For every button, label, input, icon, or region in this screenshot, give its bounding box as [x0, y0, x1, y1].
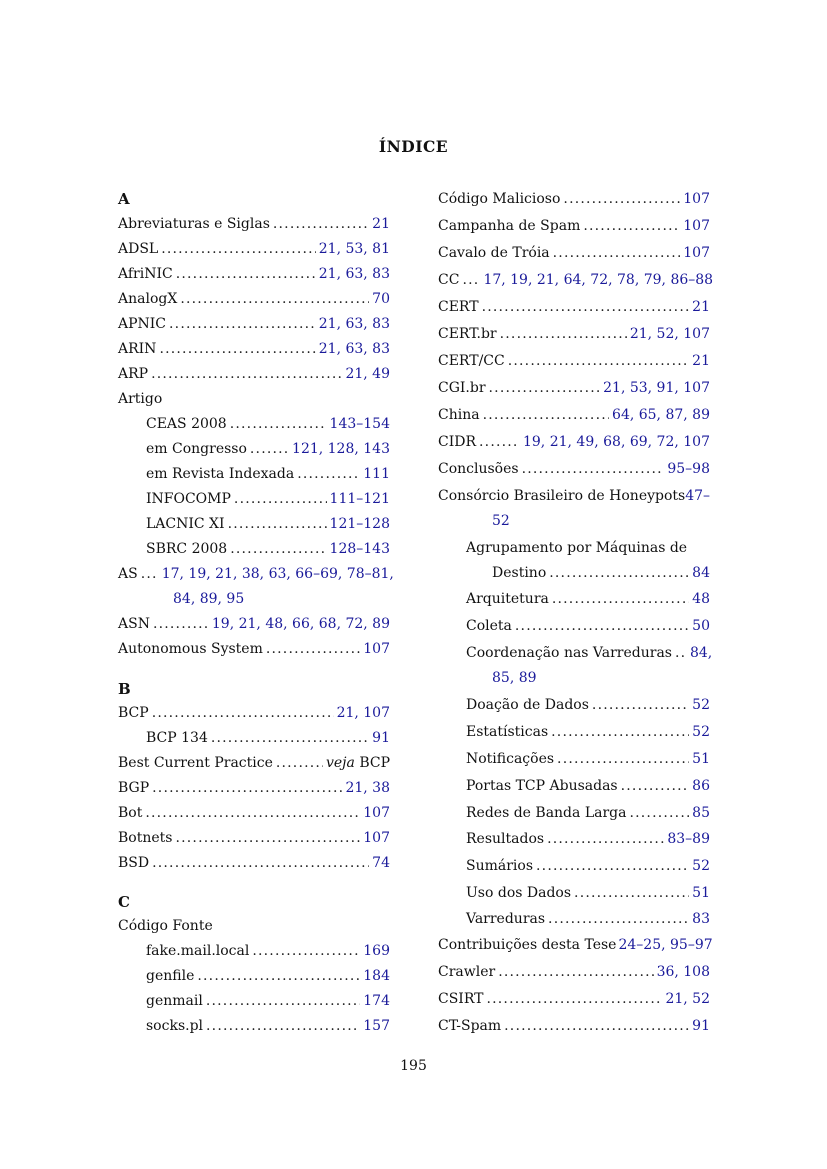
index-entry — [118, 775, 390, 800]
index-term: Coleta — [466, 617, 512, 634]
leader-dots — [250, 441, 289, 457]
index-subentry — [146, 1013, 390, 1038]
index-term: CEAS 2008 — [146, 415, 227, 432]
index-term: AS — [118, 565, 138, 582]
index-subentry — [146, 486, 390, 511]
index-subentry — [466, 613, 710, 638]
index-term: Estatísticas — [466, 723, 549, 740]
index-subentry — [466, 586, 710, 611]
leader-dots — [276, 755, 323, 771]
index-term: BCP 134 — [146, 729, 208, 746]
page-number: 195 — [400, 1058, 427, 1074]
leader-dots — [629, 805, 689, 821]
leader-dots — [206, 1018, 360, 1034]
leader-dots — [583, 218, 680, 234]
index-subentry — [466, 880, 710, 905]
leader-dots — [552, 591, 689, 607]
page-refs[interactable]: 36, 108 — [656, 963, 710, 980]
page-refs[interactable]: 74 — [372, 854, 390, 871]
leader-dots — [486, 991, 662, 1007]
index-entry — [118, 561, 394, 586]
see-target: BCP — [359, 754, 390, 771]
page-refs[interactable]: 83 — [692, 910, 710, 927]
page-refs[interactable]: 52 — [692, 857, 710, 874]
index-entry — [118, 236, 390, 261]
index-term: Notificações — [466, 750, 555, 767]
leader-dots — [228, 516, 327, 532]
leader-dots — [547, 831, 664, 847]
leader-dots — [482, 299, 690, 315]
leader-dots — [515, 618, 689, 634]
page-refs[interactable]: 157 — [363, 1017, 390, 1034]
page-refs[interactable]: 21, 63, 83 — [318, 315, 390, 332]
leader-dots — [230, 541, 326, 557]
index-subentry — [466, 719, 710, 744]
index-subentry — [146, 938, 390, 963]
page-refs[interactable]: 70 — [372, 290, 390, 307]
index-term: Doação de Dados — [466, 696, 589, 713]
index-term: CIDR — [438, 433, 477, 450]
index-entry — [118, 800, 390, 825]
page-refs[interactable]: 143–154 — [329, 415, 390, 432]
index-term: SBRC 2008 — [146, 540, 228, 557]
index-entry — [118, 211, 390, 236]
index-subentry — [146, 725, 390, 750]
index-term: CC — [438, 271, 460, 288]
page-refs[interactable]: 107 — [683, 217, 710, 234]
page-refs[interactable]: 19, 21, 48, 66, 68, 72, 89 — [211, 615, 390, 632]
index-subentry — [146, 511, 390, 536]
page-title: ÍNDICE — [378, 137, 449, 156]
leader-dots — [169, 316, 316, 332]
leader-dots — [252, 943, 360, 959]
leader-dots — [504, 1018, 689, 1034]
page-refs[interactable]: 17, 19, 21, 64, 72, 78, 79, 86–88 — [483, 271, 714, 288]
leader-dots — [234, 491, 327, 507]
page-refs[interactable]: 51 — [692, 884, 710, 901]
index-entry — [118, 261, 390, 286]
index-subentry — [146, 461, 390, 486]
page-refs[interactable]: 48 — [692, 590, 710, 607]
page-refs[interactable]: 84 — [692, 564, 710, 581]
leader-dots — [145, 805, 360, 821]
index-entry — [438, 429, 710, 454]
index-term: ARP — [118, 365, 149, 382]
leader-dots — [197, 968, 360, 984]
index-subentry — [466, 800, 710, 825]
index-term: Autonomous System — [118, 640, 263, 657]
see-reference — [326, 755, 390, 771]
index-entry — [438, 240, 710, 265]
page-refs[interactable]: 169 — [363, 942, 390, 959]
page-refs[interactable]: 83–89 — [667, 830, 710, 847]
index-term: Crawler — [438, 963, 496, 980]
page-refs[interactable]: 21, 49 — [345, 365, 390, 382]
leader-dots — [549, 565, 689, 581]
index-term: LACNIC XI — [146, 515, 225, 532]
page-refs[interactable]: 21 — [372, 215, 390, 232]
index-entry — [118, 636, 390, 661]
section-letter-b: B — [118, 679, 131, 698]
section-letter-c: C — [118, 892, 130, 911]
index-term: AnalogX — [118, 290, 178, 307]
page-refs[interactable]: 21, 63, 83 — [318, 265, 390, 282]
page-refs[interactable]: 95–98 — [667, 460, 710, 477]
page-refs[interactable]: 184 — [363, 967, 390, 984]
index-subentry — [146, 963, 390, 988]
page-refs[interactable]: 50 — [692, 617, 710, 634]
index-entry — [118, 825, 390, 850]
page-refs[interactable]: 91 — [372, 729, 390, 746]
index-subentry — [466, 853, 710, 878]
page-refs[interactable]: 107 — [363, 804, 390, 821]
index-term: CT-Spam — [438, 1017, 502, 1034]
index-entry — [118, 361, 390, 386]
leader-dots — [152, 855, 369, 871]
index-subentry — [492, 560, 710, 585]
index-term: INFOCOMP — [146, 490, 231, 507]
index-term: em Revista Indexada — [146, 465, 295, 482]
leader-dots — [675, 645, 687, 661]
page-refs[interactable]: 21, 53, 81 — [318, 240, 390, 257]
index-term: ARIN — [118, 340, 157, 357]
index-term: Abreviaturas e Siglas — [118, 215, 270, 232]
leader-dots — [152, 780, 342, 796]
page-refs[interactable]: 24–25, 95–97 — [618, 936, 713, 953]
index-term: Agrupamento por Máquinas de — [466, 539, 688, 556]
leader-dots — [621, 778, 690, 794]
leader-dots — [176, 266, 316, 282]
leader-dots — [151, 366, 342, 382]
page-refs[interactable]: 107 — [363, 829, 390, 846]
page-refs[interactable]: 107 — [363, 640, 390, 657]
index-term: CERT.br — [438, 325, 497, 342]
page-refs[interactable]: 21, 63, 83 — [318, 340, 390, 357]
leader-dots — [141, 566, 159, 582]
index-entry — [438, 959, 710, 984]
index-subentry — [466, 640, 713, 665]
index-term: em Congresso — [146, 440, 247, 457]
page-refs[interactable]: 111 — [363, 465, 390, 482]
leader-dots — [548, 911, 689, 927]
leader-dots — [574, 885, 689, 901]
page-refs[interactable]: 121–128 — [329, 515, 390, 532]
index-term: genmail — [146, 992, 203, 1009]
leader-dots — [489, 380, 601, 396]
index-term: APNIC — [118, 315, 167, 332]
index-term: Cavalo de Tróia — [438, 244, 550, 261]
index-term: ADSL — [118, 240, 159, 257]
index-term: BSD — [118, 854, 150, 871]
page-refs[interactable]: 52 — [692, 696, 710, 713]
leader-dots — [152, 705, 334, 721]
page-refs[interactable]: 21, 107 — [336, 704, 390, 721]
index-entry — [118, 611, 390, 636]
page-refs[interactable]: 21, 53, 91, 107 — [603, 379, 710, 396]
index-term: Destino — [492, 564, 547, 581]
leader-dots — [230, 416, 327, 432]
index-term: BCP — [118, 704, 149, 721]
index-term: Bot — [118, 804, 143, 821]
index-subentry — [466, 826, 710, 851]
page-refs[interactable]: 128–143 — [329, 540, 390, 557]
index-subentry — [146, 988, 390, 1013]
index-term: BGP — [118, 779, 150, 796]
index-entry — [118, 750, 390, 775]
leader-dots — [483, 407, 609, 423]
index-entry — [438, 932, 713, 957]
page-refs[interactable]: 86 — [692, 777, 710, 794]
leader-dots — [536, 858, 689, 874]
page-refs[interactable]: 111–121 — [329, 490, 390, 507]
index-subentry — [146, 411, 390, 436]
index-entry — [438, 294, 710, 319]
index-term: China — [438, 406, 480, 423]
index-term: Portas TCP Abusadas — [466, 777, 618, 794]
index-entry — [118, 336, 390, 361]
index-term: CERT/CC — [438, 352, 505, 369]
index-entry — [118, 700, 390, 725]
leader-dots — [508, 353, 689, 369]
index-entry — [438, 456, 710, 481]
index-subentry — [146, 536, 390, 561]
index-subentry — [466, 692, 710, 717]
page-refs[interactable]: 17, 19, 21, 38, 63, 66–69, 78–81, — [161, 565, 394, 582]
index-entry — [438, 1013, 710, 1038]
index-term: Artigo — [118, 390, 163, 407]
leader-dots — [153, 616, 209, 632]
index-entry — [438, 986, 710, 1011]
index-entry — [438, 402, 710, 427]
index-subentry — [466, 906, 710, 931]
leader-dots — [479, 434, 520, 450]
page-refs-continued[interactable]: 52 — [492, 512, 510, 529]
page-refs[interactable]: 51 — [692, 750, 710, 767]
leader-dots — [180, 291, 369, 307]
leader-dots — [500, 326, 627, 342]
index-entry — [438, 186, 710, 211]
index-term: Código Fonte — [118, 917, 213, 934]
leader-dots — [206, 993, 360, 1009]
leader-dots — [557, 751, 689, 767]
page-refs[interactable]: 84, — [689, 644, 713, 661]
index-term: Campanha de Spam — [438, 217, 581, 234]
leader-dots — [563, 191, 680, 207]
page-refs[interactable]: 64, 65, 87, 89 — [612, 406, 710, 423]
leader-dots — [297, 466, 360, 482]
leader-dots — [498, 964, 653, 980]
index-entry — [438, 348, 710, 373]
index-entry — [438, 213, 710, 238]
index-term: Arquitetura — [466, 590, 549, 607]
leader-dots — [211, 730, 369, 746]
leader-dots — [161, 241, 316, 257]
page-refs[interactable]: 91 — [692, 1017, 710, 1034]
page-refs-continued[interactable]: 84, 89, 95 — [173, 590, 245, 607]
page-refs[interactable]: 19, 21, 49, 68, 69, 72, 107 — [522, 433, 710, 450]
page-refs[interactable]: 85 — [692, 804, 710, 821]
page-refs[interactable]: 21 — [692, 352, 710, 369]
index-entry — [438, 375, 710, 400]
index-entry — [438, 483, 710, 508]
index-subentry — [466, 773, 710, 798]
index-term: CERT — [438, 298, 479, 315]
index-term: Uso dos Dados — [466, 884, 572, 901]
index-entry — [438, 267, 714, 292]
page-refs-continued[interactable]: 85, 89 — [492, 669, 537, 686]
leader-dots — [266, 641, 360, 657]
page-refs[interactable]: 107 — [683, 244, 710, 261]
page-refs[interactable]: 174 — [363, 992, 390, 1009]
index-term: Varreduras — [466, 910, 546, 927]
index-entry — [438, 321, 710, 346]
page-refs[interactable]: 52 — [692, 723, 710, 740]
index-term: genfile — [146, 967, 195, 984]
page-refs[interactable]: 47– — [685, 487, 711, 504]
index-term: Conclusões — [438, 460, 519, 477]
index-term: Código Malicioso — [438, 190, 561, 207]
leader-dots — [522, 461, 665, 477]
page-refs[interactable]: 21 — [692, 298, 710, 315]
index-entry — [118, 286, 390, 311]
index-term: Coordenação nas Varreduras — [466, 644, 672, 661]
page-refs[interactable]: 21, 52, 107 — [629, 325, 710, 342]
index-term: Botnets — [118, 829, 173, 846]
index-term: Consórcio Brasileiro de Honeypots — [438, 487, 686, 504]
index-term: Contribuições desta Tese — [438, 936, 617, 953]
index-entry — [118, 850, 390, 875]
index-term: ASN — [118, 615, 150, 632]
leader-dots — [592, 697, 689, 713]
index-term: AfriNIC — [118, 265, 173, 282]
leader-dots — [273, 216, 369, 232]
see-word: veja — [325, 754, 355, 771]
leader-dots — [551, 724, 689, 740]
index-term: Best Current Practice — [118, 754, 273, 771]
index-term: Redes de Banda Larga — [466, 804, 627, 821]
page-refs[interactable]: 21, 52 — [665, 990, 710, 1007]
leader-dots — [462, 272, 480, 288]
index-term: CSIRT — [438, 990, 484, 1007]
page-refs[interactable]: 107 — [683, 190, 710, 207]
index-subentry — [466, 746, 710, 771]
index-term: socks.pl — [146, 1017, 204, 1034]
page-refs[interactable]: 121, 128, 143 — [292, 440, 390, 457]
leader-dots — [159, 341, 315, 357]
index-term: fake.mail.local — [146, 942, 250, 959]
section-letter-a: A — [118, 189, 130, 208]
index-entry — [118, 311, 390, 336]
index-term: Resultados — [466, 830, 545, 847]
index-subentry — [146, 436, 390, 461]
leader-dots — [553, 245, 681, 261]
index-term: CGI.br — [438, 379, 486, 396]
leader-dots — [175, 830, 360, 846]
page-refs[interactable]: 21, 38 — [345, 779, 390, 796]
index-term: Sumários — [466, 857, 534, 874]
